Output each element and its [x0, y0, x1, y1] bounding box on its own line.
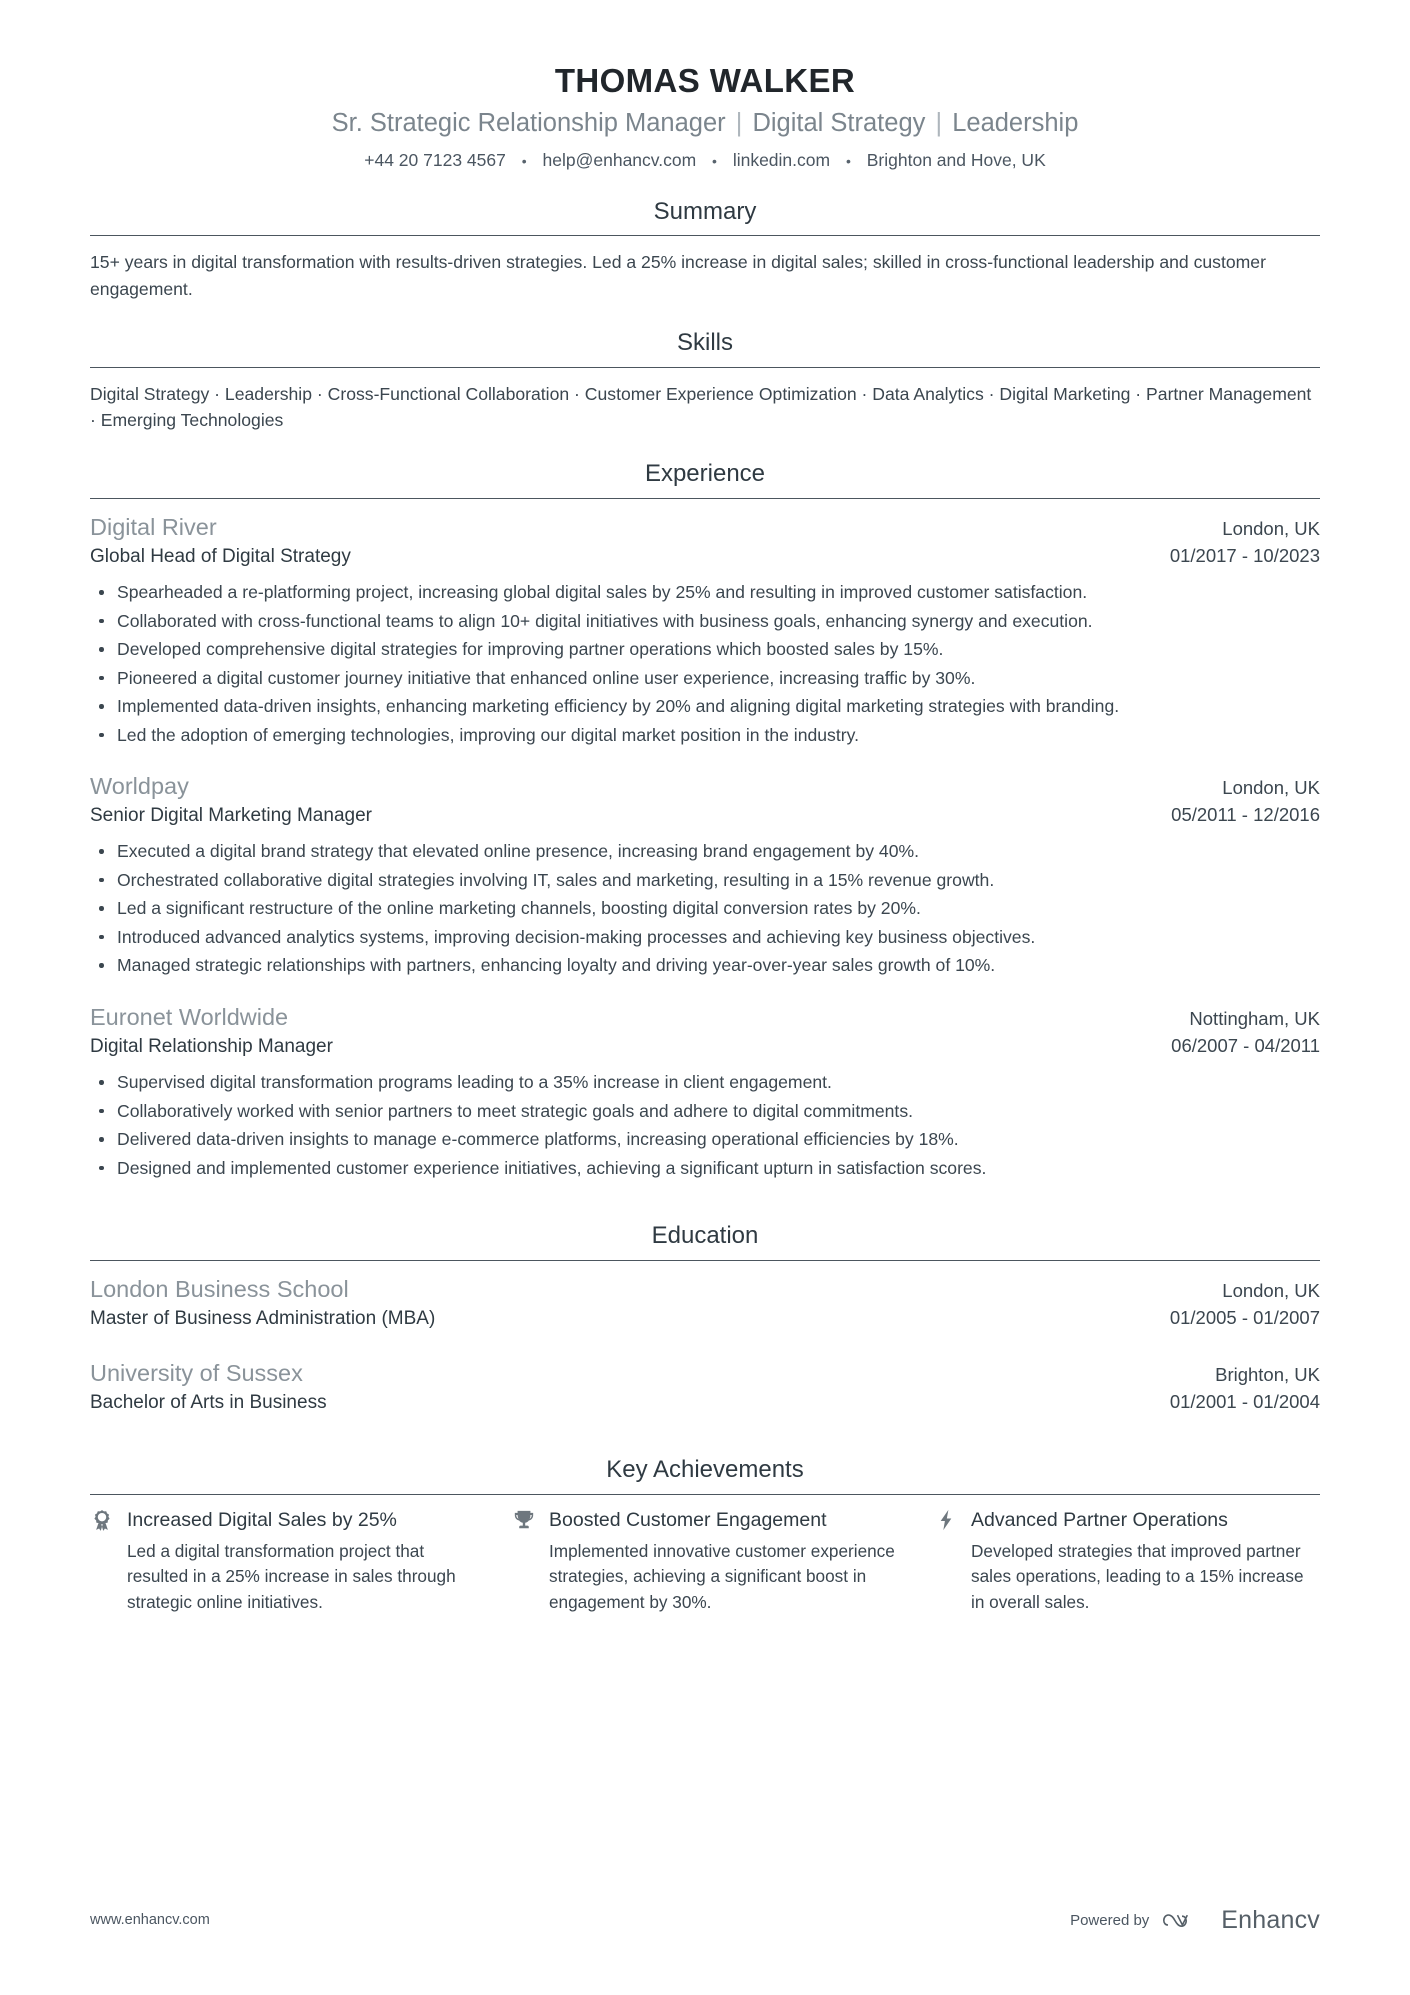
section-experience [90, 460, 1320, 1182]
job-bullet: Implemented data-driven insights, enhancing marketing efficiency by 20% and aligning digital marketing strategies with branding. [90, 692, 1320, 721]
education-entry [90, 1358, 1320, 1416]
job-bullet: Designed and implemented customer experience initiatives, achieving a significant upturn in satisfaction scores. [90, 1154, 1320, 1183]
experience-entry [90, 1002, 1320, 1182]
experience-entry-role-row [90, 802, 1320, 829]
job-bullet: Delivered data-driven insights to manage e-commerce platforms, increasing operational efficiencies by 18%. [90, 1125, 1320, 1154]
section-divider [90, 498, 1320, 499]
education-entry-degree-row [90, 1305, 1320, 1332]
trophy-icon [512, 1508, 536, 1532]
job-dates: 01/2017 - 10/2023 [1169, 544, 1320, 566]
education-entry-school-row [90, 1358, 1320, 1389]
job-dates: 06/2007 - 04/2011 [1171, 1034, 1320, 1056]
company-location: London, UK [1222, 517, 1320, 539]
job-bullet: Introduced advanced analytics systems, improving decision-making processes and achieving key business objectives. [90, 923, 1320, 952]
job-bullets [90, 837, 1320, 980]
achievement-card [90, 1508, 512, 1616]
achievement-title: Boosted Customer Engagement [549, 1509, 827, 1532]
contact-separator-icon: • [845, 153, 851, 170]
job-bullet: Developed comprehensive digital strategies for improving partner operations which boosted sales by 15%. [90, 635, 1320, 664]
lightning-bolt-icon [934, 1508, 958, 1532]
degree-dates: 01/2005 - 01/2007 [1169, 1306, 1320, 1328]
job-title: Senior Digital Marketing Manager [90, 805, 372, 827]
achievement-title: Advanced Partner Operations [971, 1509, 1228, 1532]
footer-website-url[interactable]: www.enhancv.com [90, 1912, 210, 1928]
contact-phone: +44 20 7123 4567 [364, 149, 506, 170]
job-bullet: Led the adoption of emerging technologies, improving our digital market position in the industry. [90, 721, 1320, 750]
education-entry-degree-row [90, 1389, 1320, 1416]
job-bullet: Pioneered a digital customer journey initiative that enhanced online user experience, increasing traffic by 30%. [90, 664, 1320, 693]
job-bullet: Spearheaded a re-platforming project, increasing global digital sales by 25% and resulting in improved customer satisfaction. [90, 578, 1320, 607]
contact-info [90, 149, 1320, 172]
section-skills [90, 329, 1320, 434]
job-bullet: Executed a digital brand strategy that elevated online presence, increasing brand engagement by 40%. [90, 837, 1320, 866]
contact-separator-icon: • [712, 153, 717, 170]
powered-by-label: Powered by [1070, 1911, 1150, 1929]
degree-name: Bachelor of Arts in Business [90, 1392, 327, 1414]
job-bullet: Supervised digital transformation programs leading to a 35% increase in client engagement. [90, 1068, 1320, 1097]
school-name: University of Sussex [90, 1360, 303, 1387]
degree-name: Master of Business Administration (MBA) [90, 1307, 436, 1329]
brand-name: Enhancv [1221, 1905, 1320, 1934]
professional-headline [90, 108, 1320, 140]
headline-part-2: Digital Strategy [752, 108, 926, 137]
headline-part-3: Leadership [952, 108, 1079, 137]
experience-entry-org-row [90, 771, 1320, 802]
achievement-description: Developed strategies that improved partner sales operations, leading to a 15% increase in overall sales. [971, 1540, 1304, 1613]
section-heading-education: Education [651, 1222, 759, 1250]
footer-branding [1070, 1905, 1320, 1935]
contact-email[interactable]: help@enhancv.com [542, 149, 697, 170]
experience-entry [90, 512, 1320, 749]
achievement-description: Led a digital transformation project that resulted in a 25% increase in sales through strategic online initiatives. [127, 1540, 456, 1613]
job-bullet: Collaboratively worked with senior partners to meet strategic goals and adhere to digital commitments. [90, 1097, 1320, 1126]
award-ribbon-icon [90, 1508, 114, 1532]
education-entry-school-row [90, 1274, 1320, 1305]
experience-entry-role-row [90, 1033, 1320, 1060]
school-location: London, UK [1222, 1279, 1320, 1301]
section-heading-skills: Skills [676, 328, 733, 356]
achievement-card [512, 1508, 934, 1616]
resume-header [90, 0, 1320, 172]
page-title: THOMAS WALKER [554, 62, 856, 99]
achievement-card [934, 1508, 1320, 1616]
contact-location: Brighton and Hove, UK [866, 149, 1046, 170]
experience-entry-org-row [90, 1002, 1320, 1033]
company-location: Nottingham, UK [1189, 1007, 1320, 1029]
job-title: Global Head of Digital Strategy [90, 545, 351, 567]
job-bullet: Managed strategic relationships with partners, enhancing loyalty and driving year-over-year sales growth of 10%. [90, 951, 1320, 980]
company-name: Euronet Worldwide [90, 1003, 289, 1030]
degree-dates: 01/2001 - 01/2004 [1169, 1391, 1320, 1413]
headline-part-1: Sr. Strategic Relationship Manager [331, 108, 726, 137]
job-bullet: Led a significant restructure of the online marketing channels, boosting digital conversion rates by 20%. [90, 894, 1320, 923]
contact-separator-icon: • [521, 153, 527, 170]
achievement-header [90, 1508, 476, 1532]
skills-list: Digital Strategy · Leadership · Cross-Functional Collaboration · Customer Experience Optimization · Data Analytics · Digital Marketing · Partner Management · Emerging Technologies [90, 383, 1312, 431]
achievement-header [934, 1508, 1320, 1532]
job-title: Digital Relationship Manager [90, 1035, 333, 1057]
headline-divider-1: | [735, 108, 743, 137]
job-bullet: Collaborated with cross-functional teams to align 10+ digital initiatives with business goals, enhancing synergy and execution. [90, 607, 1320, 636]
section-divider [90, 235, 1320, 236]
education-entry [90, 1274, 1320, 1332]
section-summary [90, 198, 1320, 303]
section-divider [90, 1494, 1320, 1495]
experience-entry [90, 771, 1320, 980]
achievement-description: Implemented innovative customer experience strategies, achieving a significant boost in engagement by 30%. [549, 1540, 895, 1613]
experience-entry-org-row [90, 512, 1320, 543]
company-location: London, UK [1222, 777, 1320, 799]
experience-entry-role-row [90, 543, 1320, 570]
section-divider [90, 367, 1320, 368]
job-bullet: Orchestrated collaborative digital strategies involving IT, sales and marketing, resulting in a 15% revenue growth. [90, 866, 1320, 895]
company-name: Worldpay [90, 773, 189, 800]
achievement-title: Increased Digital Sales by 25% [127, 1509, 397, 1532]
achievement-header [512, 1508, 898, 1532]
enhancv-logo [1163, 1905, 1320, 1935]
company-name: Digital River [90, 513, 217, 540]
school-name: London Business School [90, 1275, 349, 1302]
job-bullets [90, 578, 1320, 749]
section-heading-key-achievements: Key Achievements [606, 1456, 804, 1484]
headline-divider-2: | [935, 108, 943, 137]
contact-linkedin[interactable]: linkedin.com [732, 149, 831, 170]
section-key-achievements [90, 1456, 1320, 1616]
section-divider [90, 1260, 1320, 1261]
section-education [90, 1222, 1320, 1416]
section-heading-summary: Summary [653, 197, 757, 225]
section-heading-experience: Experience [644, 460, 766, 488]
achievements-grid [90, 1508, 1320, 1616]
summary-text: 15+ years in digital transformation with results-driven strategies. Led a 25% increase in digital sales; skilled in cross-functional leadership and customer engagement. [90, 252, 1266, 300]
job-dates: 05/2011 - 12/2016 [1171, 804, 1320, 826]
page-footer [90, 1905, 1320, 1935]
job-bullets [90, 1068, 1320, 1182]
school-location: Brighton, UK [1215, 1364, 1320, 1386]
